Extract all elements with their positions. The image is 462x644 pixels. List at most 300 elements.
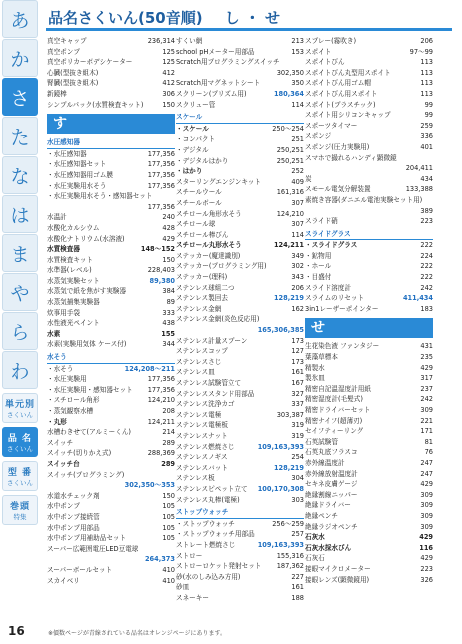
entry-pages: 410 xyxy=(162,576,175,585)
index-entry xyxy=(176,431,304,442)
entry-name: school pHメーター用部品 xyxy=(176,47,255,56)
entry-name: 水酸化ナトリウム(水溶液) xyxy=(47,234,125,243)
entry-name: ・コンパクト xyxy=(176,135,216,144)
index-type-tab-0[interactable] xyxy=(2,393,38,423)
entry-pages: 114 xyxy=(291,230,304,239)
entry-pages: 431 xyxy=(420,342,433,351)
entry-pages: 177,356 xyxy=(147,149,175,158)
index-column-3 xyxy=(305,36,433,585)
entry-name: スネーキー xyxy=(176,593,209,602)
entry-pages: 125 xyxy=(162,58,175,67)
entry-pages: 309 xyxy=(420,511,433,520)
entry-pages: 303,387 xyxy=(276,410,304,419)
entry-name: スカイベリ xyxy=(47,576,80,585)
entry-name: 接眼レンズ(顕微鏡用) xyxy=(305,575,370,584)
entry-pages: 333 xyxy=(162,308,175,317)
entry-name: 石灰水採水びん xyxy=(305,543,352,552)
entry-pages: 124,211 xyxy=(147,417,175,426)
entry-name: ステンレス燃焼さじ xyxy=(176,442,235,451)
index-type-label: 品 名 xyxy=(7,434,33,444)
entry-name: スポンジ xyxy=(305,132,332,141)
entry-pages: 429 xyxy=(162,234,175,243)
entry-name: スポイト xyxy=(305,47,332,56)
entry-name: ステンレスナット xyxy=(176,431,228,440)
index-entry xyxy=(305,564,433,575)
index-entry xyxy=(176,209,304,220)
entry-pages: 228,403 xyxy=(147,266,175,275)
entry-name: スポイトびん用ゴム帽 xyxy=(305,79,371,88)
entry-pages: 161 xyxy=(291,368,304,377)
entry-name: ステンレス金網(炎色反応用) xyxy=(176,315,260,324)
entry-name: 精製水 xyxy=(305,363,325,372)
entry-name: スチールボール xyxy=(176,198,222,207)
index-entry xyxy=(47,364,175,375)
entry-pages: 409 xyxy=(291,177,304,186)
entry-name: 新鏡棒 xyxy=(47,89,67,98)
entry-name: 精密湿度計(毛髪式) xyxy=(305,395,363,404)
entry-name: ・水圧感知器 xyxy=(47,149,87,158)
entry-pages: 213 xyxy=(291,37,304,45)
index-entry xyxy=(305,447,433,458)
entry-name: 水素 xyxy=(47,329,61,338)
entry-name: 水質検査キット xyxy=(47,255,94,264)
entry-name: 絶縁割線ニッパー xyxy=(305,490,358,499)
entry-name: ・デジタル xyxy=(176,145,209,154)
entry-pages: 105 xyxy=(162,512,175,521)
entry-pages: 223 xyxy=(420,217,433,226)
entry-pages: 150 xyxy=(162,100,175,109)
index-entry xyxy=(47,374,175,385)
entry-pages: 242 xyxy=(420,395,433,404)
index-entry xyxy=(47,223,175,234)
index-entry xyxy=(176,177,304,188)
index-entry xyxy=(305,153,433,164)
entry-pages: 105 xyxy=(162,534,175,543)
entry-pages: 319 xyxy=(291,421,304,430)
entry-name: 水準器(レベル) xyxy=(47,266,92,275)
index-entry xyxy=(47,191,175,202)
entry-pages: 336 xyxy=(420,132,433,141)
entry-name: ステッカー(プログラミング用) xyxy=(176,262,267,271)
index-entry xyxy=(47,459,175,470)
entry-pages xyxy=(431,153,433,164)
entry-pages: 113 xyxy=(420,58,433,67)
entry-pages: 438 xyxy=(162,319,175,328)
index-entry xyxy=(176,561,304,572)
entry-name: ステンレス試験管立て xyxy=(176,379,242,387)
entry-pages: 128,219 xyxy=(273,463,304,472)
index-type-tab-1[interactable] xyxy=(2,427,38,457)
entry-pages: 155,316 xyxy=(276,551,304,560)
index-entry xyxy=(176,495,304,506)
entry-pages: 208 xyxy=(162,407,175,415)
index-entry xyxy=(47,523,175,534)
entry-pages: 222 xyxy=(420,241,433,250)
entry-pages: 167 xyxy=(291,379,304,387)
index-entry xyxy=(47,544,175,555)
entry-name: ・水圧実験用 xyxy=(47,375,87,384)
index-sidebar xyxy=(0,0,41,644)
index-entry xyxy=(305,47,433,58)
index-entry xyxy=(47,149,175,160)
entry-pages: 251 xyxy=(291,135,304,144)
page-number: 16 xyxy=(8,624,25,638)
index-entry xyxy=(176,540,304,551)
index-type-label: 単元別 xyxy=(4,400,35,410)
entry-pages: 206 xyxy=(420,37,433,45)
entry-name: スプレー(霧吹き) xyxy=(305,37,357,45)
index-entry xyxy=(176,198,304,209)
index-entry xyxy=(176,519,304,530)
index-type-tab-2[interactable] xyxy=(2,461,38,491)
entry-pages: 187,362 xyxy=(276,562,304,571)
kana-heading: せ xyxy=(305,318,433,338)
entry-pages: 162 xyxy=(291,304,304,313)
entry-name: ストレート燃焼さじ xyxy=(176,540,236,549)
index-entry xyxy=(176,582,304,593)
entry-pages: 252 xyxy=(291,167,304,176)
kana-tab-0[interactable]: あ xyxy=(2,0,38,38)
index-entry xyxy=(176,572,304,583)
entry-name: 絶縁ラジオペンチ xyxy=(305,522,358,531)
entry-pages: 247 xyxy=(420,458,433,467)
entry-name: ・スライドグラス xyxy=(305,241,358,250)
entry-name: ・水圧実験用水そう xyxy=(47,181,107,190)
index-entry xyxy=(305,261,433,272)
index-entry xyxy=(47,406,175,417)
entry-pages: 133,388 xyxy=(405,185,433,194)
entry-pages: 173 xyxy=(291,336,304,345)
index-entry xyxy=(47,533,175,544)
index-entry xyxy=(47,565,175,576)
entry-pages: 114 xyxy=(291,100,304,109)
entry-name: ステンレスコップ xyxy=(176,347,228,356)
index-entry xyxy=(47,255,175,266)
entry-pages: 429 xyxy=(420,480,433,489)
index-entry xyxy=(305,195,433,206)
index-entry xyxy=(176,336,304,347)
index-entry xyxy=(176,283,304,294)
entry-name: 素焼き容器(ダニエル電池実験セット用) xyxy=(305,195,423,204)
entry-name: スポイト(プラスチック) xyxy=(305,100,376,109)
entry-name: スポンジ(圧力実験用) xyxy=(305,142,370,151)
index-entry xyxy=(176,293,304,304)
entry-pages: 349 xyxy=(291,251,304,260)
entry-name: 心臓(型抜き組木) xyxy=(47,68,99,77)
kana-tab-8[interactable]: ら xyxy=(2,312,38,350)
entry-pages: 153 xyxy=(291,47,304,56)
index-entry xyxy=(305,511,433,522)
index-entry xyxy=(305,469,433,480)
index-entry xyxy=(176,219,304,230)
index-entry xyxy=(305,131,433,142)
entry-name: 水中ポンプ xyxy=(47,502,80,511)
index-entry xyxy=(305,36,433,47)
entry-pages: 116 xyxy=(419,543,433,552)
entry-pages: 327 xyxy=(291,389,304,398)
entry-name: スポイトびん用スポイト xyxy=(305,89,378,98)
entry-name: 接眼マイクロメーター xyxy=(305,564,371,573)
entry-name: ・丸形 xyxy=(47,417,67,426)
entry-name: ・はかり xyxy=(176,167,203,176)
index-entry xyxy=(47,244,175,255)
index-entry xyxy=(47,89,175,100)
index-entry xyxy=(47,265,175,276)
entry-pages: 165,306,385 xyxy=(257,326,304,335)
index-entry xyxy=(176,399,304,410)
index-entry xyxy=(47,554,175,565)
index-entry xyxy=(305,57,433,68)
index-entry xyxy=(176,442,304,453)
index-entry xyxy=(305,283,433,294)
entry-name: 砂皿 xyxy=(176,583,190,592)
entry-name: スイッチ xyxy=(47,438,74,447)
entry-pages: 337 xyxy=(291,400,304,409)
entry-name: セキネ皮膚ゲージ xyxy=(305,480,358,489)
entry-name: スチロール球 xyxy=(176,220,216,229)
index-entry xyxy=(47,212,175,223)
index-entry xyxy=(305,240,433,251)
entry-pages: 410 xyxy=(162,565,175,574)
entry-name: 砂(水のしみ込み方用) xyxy=(176,572,241,581)
entry-name: 精密自記温湿度計用紙 xyxy=(305,384,371,393)
entry-pages: 289 xyxy=(162,438,175,447)
index-entry xyxy=(305,163,433,174)
entry-pages: 302 xyxy=(291,262,304,271)
entry-name: スクリーン(プリズム用) xyxy=(176,89,247,98)
entry-pages: 288,369 xyxy=(147,449,175,458)
entry-pages: 177,356 xyxy=(147,160,175,169)
entry-pages: 222 xyxy=(420,273,433,282)
entry-name: スターリングエンジンキット xyxy=(176,177,261,186)
index-entry xyxy=(176,36,304,47)
entry-name: ・鉱物用 xyxy=(305,251,332,260)
entry-name: 水槽わきせて(アルミーくん) xyxy=(47,428,132,437)
index-entry xyxy=(305,68,433,79)
entry-pages xyxy=(173,544,175,555)
entry-pages: 127 xyxy=(291,347,304,356)
index-entry xyxy=(305,522,433,533)
entry-pages: 150 xyxy=(162,255,175,264)
entry-name: Scratch用プログラミングスイッチ xyxy=(176,58,280,67)
index-entry xyxy=(176,124,304,135)
entry-pages: 309 xyxy=(420,501,433,510)
entry-name: ・スケール xyxy=(176,124,209,133)
entry-name: ステンレススタンド用部品 xyxy=(176,389,255,398)
index-type-tab-3[interactable] xyxy=(2,495,38,525)
entry-pages: 309 xyxy=(420,490,433,499)
entry-name: ・デジタルはかり xyxy=(176,156,229,165)
entry-pages: 105 xyxy=(162,502,175,511)
entry-name: 炭 xyxy=(305,174,312,183)
index-entry xyxy=(176,529,304,540)
kana-tab-3[interactable]: た xyxy=(2,117,38,155)
entry-pages: 429 xyxy=(420,554,433,563)
index-entry xyxy=(176,89,304,100)
entry-name: ・水圧実験用水そう・感知器セット xyxy=(47,192,153,201)
entry-name: スイッチ(切りかえ式) xyxy=(47,449,112,458)
index-entry xyxy=(47,470,175,481)
index-entry xyxy=(176,100,304,111)
index-entry xyxy=(176,325,304,336)
entry-pages: 317 xyxy=(420,374,433,383)
page-kana-range: し ・ せ xyxy=(224,9,281,27)
entry-pages xyxy=(173,191,175,202)
entry-name: スポイトびん xyxy=(305,58,345,67)
index-entry xyxy=(47,427,175,438)
index-entry xyxy=(47,57,175,68)
entry-pages: 344 xyxy=(162,340,175,349)
index-entry xyxy=(305,216,433,227)
index-entry xyxy=(47,339,175,350)
entry-pages: 429 xyxy=(420,363,433,372)
entry-pages: 304 xyxy=(291,474,304,483)
entry-pages: 302,350 xyxy=(276,68,304,77)
index-entry xyxy=(176,166,304,177)
index-entry xyxy=(47,329,175,340)
title-underline xyxy=(46,28,452,31)
entry-name: 生花染色液 ファンタジー xyxy=(305,342,380,351)
entry-name: ステンレスさじ xyxy=(176,357,222,366)
entry-pages: 326 xyxy=(420,575,433,584)
kana-tab-6[interactable]: ま xyxy=(2,234,38,272)
entry-pages: 434 xyxy=(420,174,433,183)
entry-name: ・ストップウォッチ xyxy=(176,519,235,528)
index-entry xyxy=(305,142,433,153)
entry-name: 水酸化カルシウム xyxy=(47,223,100,232)
entry-name: スポイトびん丸型用スポイト xyxy=(305,68,391,77)
index-entry xyxy=(176,593,304,604)
index-entry xyxy=(305,394,433,405)
entry-name: 水蒸気捕集実験器 xyxy=(47,298,100,307)
kana-tab-4[interactable]: な xyxy=(2,156,38,194)
index-entry xyxy=(176,314,304,325)
entry-name: ・スチロール角形 xyxy=(47,396,100,405)
entry-name: ステンレス球組二つ xyxy=(176,283,235,292)
kana-tab-5[interactable]: は xyxy=(2,195,38,233)
entry-pages: 256〜259 xyxy=(272,519,304,528)
index-entry xyxy=(176,551,304,562)
entry-pages: 254 xyxy=(291,453,304,462)
entry-name: 水蒸気で紙を焦がす実験器 xyxy=(47,287,127,296)
entry-name: ・水そう xyxy=(47,364,74,373)
entry-name: ステンレス電極板 xyxy=(176,421,228,430)
entry-pages: 250,251 xyxy=(276,145,304,154)
entry-pages: 89 xyxy=(166,298,175,307)
kana-tab-2[interactable]: さ xyxy=(2,78,38,116)
entry-pages: 155 xyxy=(161,329,175,338)
index-entry xyxy=(305,110,433,121)
index-entry xyxy=(47,47,175,58)
entry-pages: 303 xyxy=(291,495,304,504)
entry-name: 精密ドライバーセット xyxy=(305,406,371,414)
entry-group-heading: 水そう xyxy=(47,352,175,364)
entry-name: Scratch用マグネットシート xyxy=(176,79,261,88)
index-entry xyxy=(47,417,175,428)
entry-name: スポーツタイマー xyxy=(305,121,358,130)
entry-pages: 183 xyxy=(420,304,433,313)
entry-pages: 124,211 xyxy=(273,241,304,250)
index-entry xyxy=(47,100,175,111)
index-entry xyxy=(176,145,304,156)
entry-name: 水温計 xyxy=(47,213,67,222)
entry-name: スライムのリセット xyxy=(305,294,365,303)
entry-pages: 100,170,308 xyxy=(257,484,304,493)
entry-pages: 306 xyxy=(162,89,175,98)
entry-name: スイッチ台 xyxy=(47,459,80,468)
index-entry xyxy=(47,234,175,245)
index-type-sublabel: さくいん xyxy=(7,411,33,419)
kana-tab-9[interactable]: わ xyxy=(2,351,38,389)
entry-pages: 180,364 xyxy=(273,89,304,98)
entry-name: ステッカー(理科) xyxy=(176,273,228,282)
entry-pages: 177,356 xyxy=(147,170,175,179)
entry-name: ステンレス皿 xyxy=(176,368,215,377)
entry-name: スチロール棒びん xyxy=(176,230,229,239)
entry-name: ストローロケット発射セット xyxy=(176,562,262,571)
entry-name: スイッチ(プログラミング) xyxy=(47,470,125,479)
index-entry xyxy=(305,373,433,384)
entry-name: ステンレスノギス xyxy=(176,453,228,462)
entry-name: スーパー広範囲電圧LED豆電球 xyxy=(47,544,139,553)
index-entry xyxy=(47,297,175,308)
index-column-2 xyxy=(176,36,304,603)
entry-name: 精密ナイフ(超薄刃) xyxy=(305,416,363,425)
index-entry xyxy=(305,437,433,448)
index-entry xyxy=(176,187,304,198)
index-entry xyxy=(176,78,304,89)
entry-name: ・水圧実験用・感知器セット xyxy=(47,385,133,394)
entry-group-heading: ストップウォッチ xyxy=(176,507,304,519)
index-entry xyxy=(47,181,175,192)
entry-pages: 97〜99 xyxy=(409,47,433,56)
entry-pages: 411,434 xyxy=(402,294,433,303)
entry-pages: 240 xyxy=(162,213,175,222)
entry-name: 水素(実験用気体 ケース付) xyxy=(47,340,127,349)
index-entry xyxy=(176,346,304,357)
index-entry xyxy=(305,251,433,262)
entry-pages xyxy=(302,57,304,68)
entry-pages: 124,210 xyxy=(276,209,304,218)
index-entry xyxy=(176,261,304,272)
entry-pages: 206 xyxy=(291,283,304,292)
kana-tab-1[interactable]: か xyxy=(2,39,38,77)
entry-pages: 350 xyxy=(291,79,304,88)
index-entry xyxy=(47,438,175,449)
entry-name: ステンレス洗浄カゴ xyxy=(176,400,235,409)
index-entry xyxy=(176,57,304,68)
entry-pages: 109,163,393 xyxy=(257,442,304,451)
index-entry xyxy=(305,363,433,374)
index-entry xyxy=(305,543,433,554)
entry-pages: 177,356 xyxy=(147,202,175,211)
entry-name: 水質検査器 xyxy=(47,245,80,254)
index-entry xyxy=(176,251,304,262)
entry-pages: 105 xyxy=(162,523,175,532)
entry-name: 真空ポリカーボデシケーター xyxy=(47,58,133,67)
index-entry xyxy=(47,491,175,502)
kana-tab-7[interactable]: や xyxy=(2,273,38,311)
entry-name: 石灰水 xyxy=(305,533,325,542)
entry-name: 石英試験管 xyxy=(305,437,338,446)
index-entry xyxy=(305,304,433,315)
entry-name: 赤外線放射温度計 xyxy=(305,469,358,478)
entry-name: 水性液光ペイント xyxy=(47,319,100,328)
entry-name: ステンレス製回去 xyxy=(176,294,228,303)
index-entry xyxy=(305,426,433,437)
entry-pages: 124,208〜211 xyxy=(124,364,175,373)
index-entry xyxy=(305,341,433,352)
